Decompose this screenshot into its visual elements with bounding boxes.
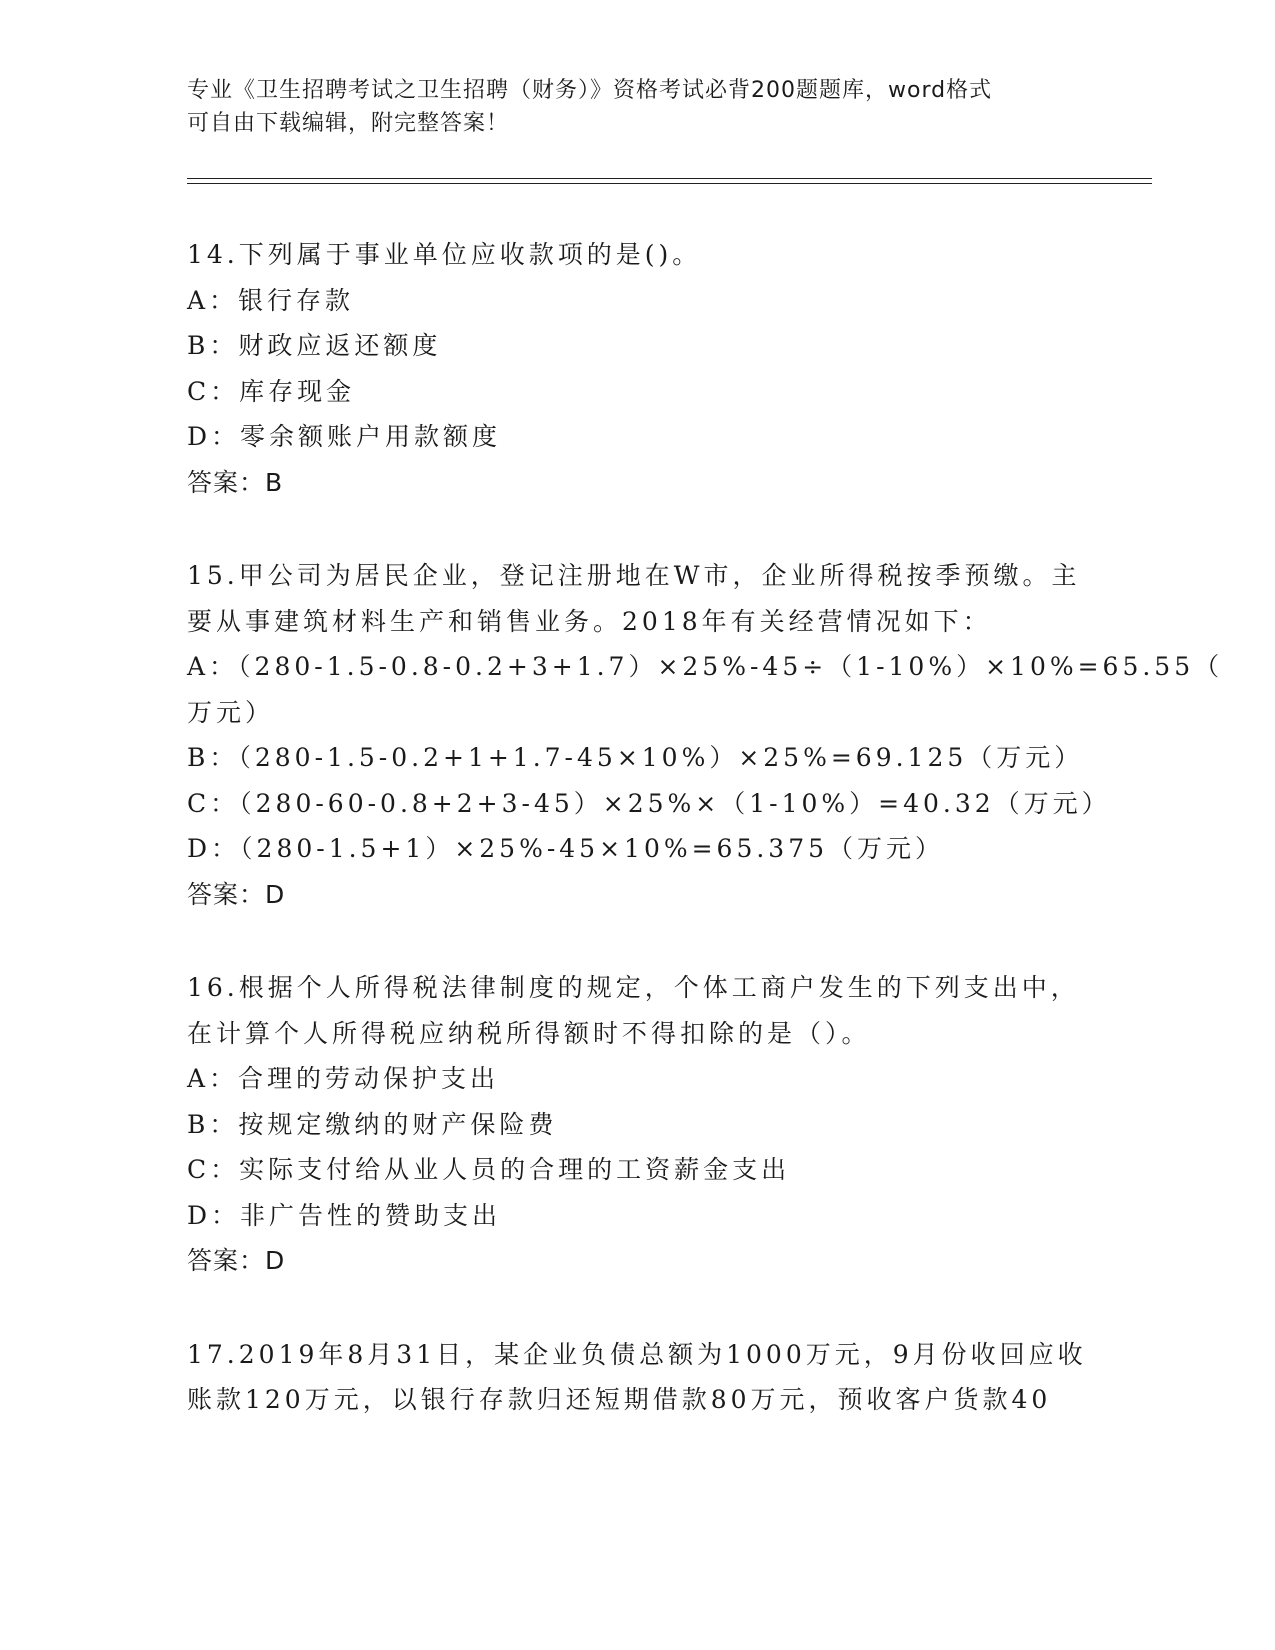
option-a-cont: 万元） — [187, 697, 275, 727]
question-stem-cont: 要从事建筑材料生产和销售业务。2018年有关经营情况如下： — [187, 606, 992, 636]
question-stem-cont: 在计算个人所得税应纳税所得额时不得扣除的是（）。 — [187, 1018, 871, 1048]
question-stem: 16.根据个人所得税法律制度的规定，个体工商户发生的下列支出中， — [187, 973, 1080, 1002]
option-b: B：（280-1.5-0.2+1+1.7-45×10%）×25%=69.125（万元） — [187, 743, 1084, 772]
option-a: A：合理的劳动保护支出 — [187, 1064, 500, 1093]
question-17 — [187, 1332, 1087, 1423]
question-list — [187, 232, 1224, 1423]
question-stem: 15.甲公司为居民企业，登记注册地在W市，企业所得税按季预缴。主 — [187, 561, 1081, 590]
option-d: D：（280-1.5+1）×25%-45×10%=65.375（万元） — [187, 834, 945, 863]
question-14 — [187, 232, 1087, 505]
option-a: A：银行存款 — [187, 285, 355, 315]
header-line-1: 专业《卫生招聘考试之卫生招聘（财务）》资格考试必背200题题库，word格式 — [187, 78, 993, 103]
header-line-2: 可自由下载编辑，附完整答案！ — [187, 111, 510, 136]
answer: 答案：D — [187, 1246, 286, 1275]
option-c: C：实际支付给从业人员的合理的工资薪金支出 — [187, 1155, 791, 1184]
option-d: D：非广告性的赞助支出 — [187, 1200, 502, 1230]
option-d: D：零余额账户用款额度 — [187, 422, 502, 451]
option-b: B：财政应返还额度 — [187, 331, 442, 360]
question-15 — [187, 553, 1224, 917]
header-divider-top — [187, 178, 1152, 179]
option-b: B：按规定缴纳的财产保险费 — [187, 1109, 558, 1139]
option-c: C：库存现金 — [187, 376, 356, 406]
option-a: A：（280-1.5-0.8-0.2+3+1.7）×25%-45÷（1-10%）×10%=65.55（ — [187, 652, 1224, 681]
question-stem: 14.下列属于事业单位应收款项的是()。 — [187, 240, 702, 269]
question-16 — [187, 965, 1087, 1284]
answer: 答案：D — [187, 879, 286, 909]
question-stem: 17.2019年8月31日，某企业负债总额为1000万元，9月份收回应收 — [187, 1339, 1087, 1369]
document-header — [187, 74, 1087, 140]
question-stem-cont: 账款120万元，以银行存款归还短期借款80万元，预收客户货款40 — [187, 1385, 1052, 1414]
option-c: C：（280-60-0.8+2+3-45）×25%×（1-10%）=40.32（万元） — [187, 788, 1111, 818]
answer: 答案：B — [187, 467, 284, 497]
header-divider-bottom — [187, 183, 1152, 184]
